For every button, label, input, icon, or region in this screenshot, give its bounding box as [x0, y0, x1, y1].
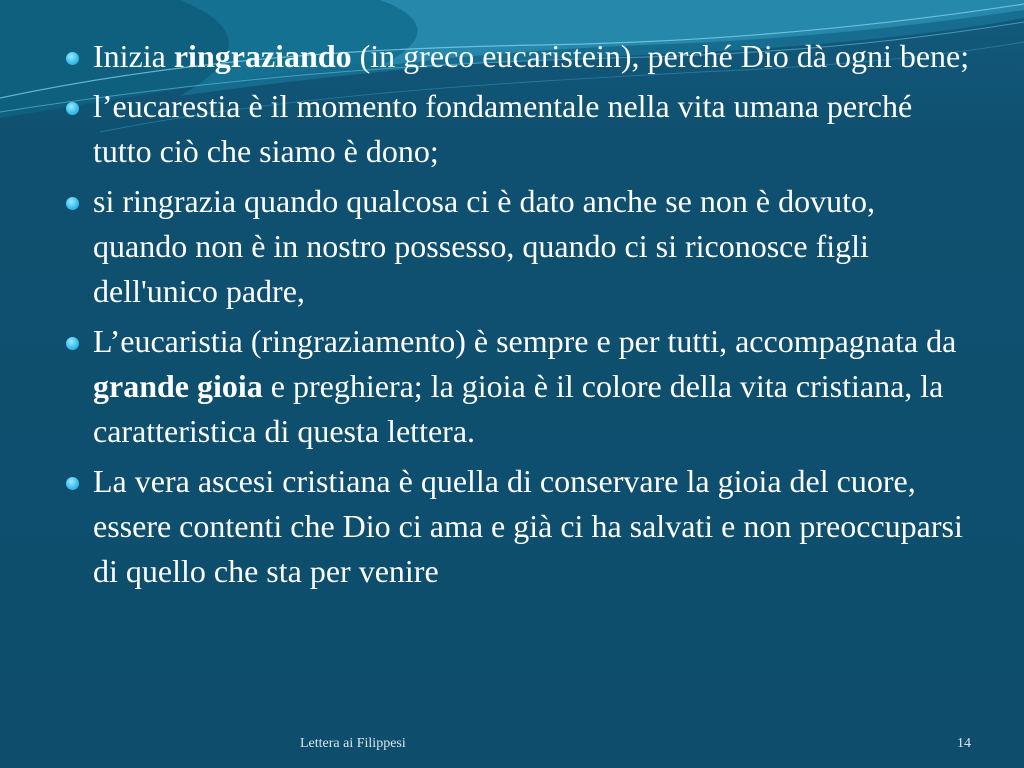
bullet-text — [93, 183, 875, 309]
bullet-item — [62, 34, 974, 79]
page-number: 14 — [957, 736, 971, 751]
bullet-bold-text: grande gioia — [93, 368, 263, 404]
bullet-text — [93, 463, 963, 589]
footer-title: Lettera ai Filippesi — [300, 736, 406, 751]
slide-content — [62, 34, 974, 599]
bullet-text — [93, 38, 969, 74]
bullet-dot-icon — [66, 477, 79, 490]
bullet-bold-text: ringraziando — [173, 38, 352, 74]
bullet-item — [62, 84, 974, 174]
bullet-text-segment: La vera ascesi cristiana è quella di conservare la gioia del cuore, essere contenti che Dio ci ama e già ci ha salvati e non preoccuparsi di quello che sta per venire — [93, 463, 963, 589]
bullet-text — [93, 323, 956, 449]
bullet-text — [93, 88, 912, 169]
bullet-item — [62, 179, 974, 314]
bullet-text-segment: (in greco eucaristein), perché Dio dà ogni bene; — [351, 38, 970, 74]
bullet-text-segment: L’eucaristia (ringraziamento) è sempre e per tutti, accompagnata da — [93, 323, 957, 359]
bullet-dot-icon — [66, 197, 79, 210]
bullet-dot-icon — [66, 52, 79, 65]
bullet-text-segment: si ringrazia quando qualcosa ci è dato anche se non è dovuto, quando non è in nostro possesso, quando ci si riconosce figli dell'unico padre, — [93, 183, 875, 309]
bullet-text-segment: Inizia — [93, 38, 174, 74]
bullet-dot-icon — [66, 337, 79, 350]
bullet-dot-icon — [66, 102, 79, 115]
bullet-text-segment: l’eucarestia è il momento fondamentale nella vita umana perché tutto ciò che siamo è dono; — [93, 88, 913, 169]
bullet-item — [62, 319, 974, 454]
bullet-list — [62, 34, 974, 594]
bullet-text-segment: e preghiera; la gioia è il colore della vita cristiana, la caratteristica di questa lettera. — [93, 368, 944, 449]
bullet-item — [62, 459, 974, 594]
